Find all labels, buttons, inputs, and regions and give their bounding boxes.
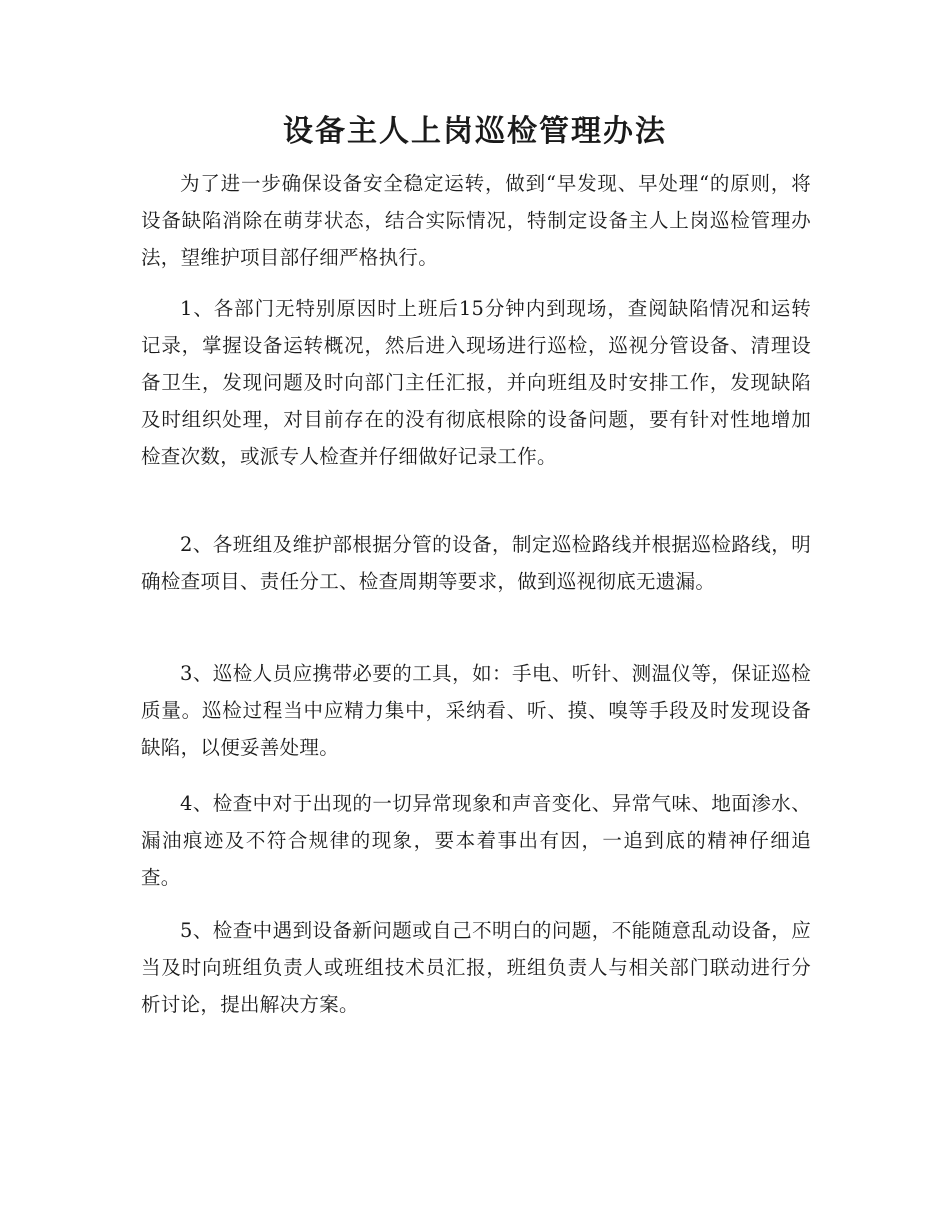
intro-paragraph: 为了进一步确保设备安全稳定运转，做到“早发现、早处理“的原则，将设备缺陷消除在萌芽状态，结合实际情况，特制定设备主人上岗巡检管理办法，望维护项目部仔细严格执行。 <box>141 172 811 269</box>
rule-paragraph-5: 5、检查中遇到设备新问题或自己不明白的问题，不能随意乱动设备，应当及时向班组负责人或班组技术员汇报，班组负责人与相关部门联动进行分析讨论，提出解决方案。 <box>141 919 811 1016</box>
rule-paragraph-3: 3、巡检人员应携带必要的工具，如：手电、听针、测温仪等，保证巡检质量。巡检过程当中应精力集中，采纳看、听、摸、嗅等手段及时发现设备缺陷，以便妥善处理。 <box>141 662 811 759</box>
rule-paragraph-2: 2、各班组及维护部根据分管的设备，制定巡检路线并根据巡检路线，明确检查项目、责任分工、检查周期等要求，做到巡视彻底无遗漏。 <box>141 533 811 593</box>
rule-paragraph-4: 4、检查中对于出现的一切异常现象和声音变化、异常气味、地面渗水、漏油痕迹及不符合规律的现象，要本着事出有因，一追到底的精神仔细追查。 <box>141 792 811 889</box>
document-title: 设备主人上岗巡检管理办法 <box>283 114 667 149</box>
rule-paragraph-1: 1、各部门无特别原因时上班后15分钟内到现场，查阅缺陷情况和运转记录，掌握设备运转概况，然后进入现场进行巡检，巡视分管设备、清理设备卫生，发现问题及时向部门主任汇报，并向班组及时安排工作，发现缺陷及时组织处理，对目前存在的没有彻底根除的设备问题，要有针对性地增加检查次数，或派专人检查并仔细做好记录工作。 <box>141 297 811 468</box>
